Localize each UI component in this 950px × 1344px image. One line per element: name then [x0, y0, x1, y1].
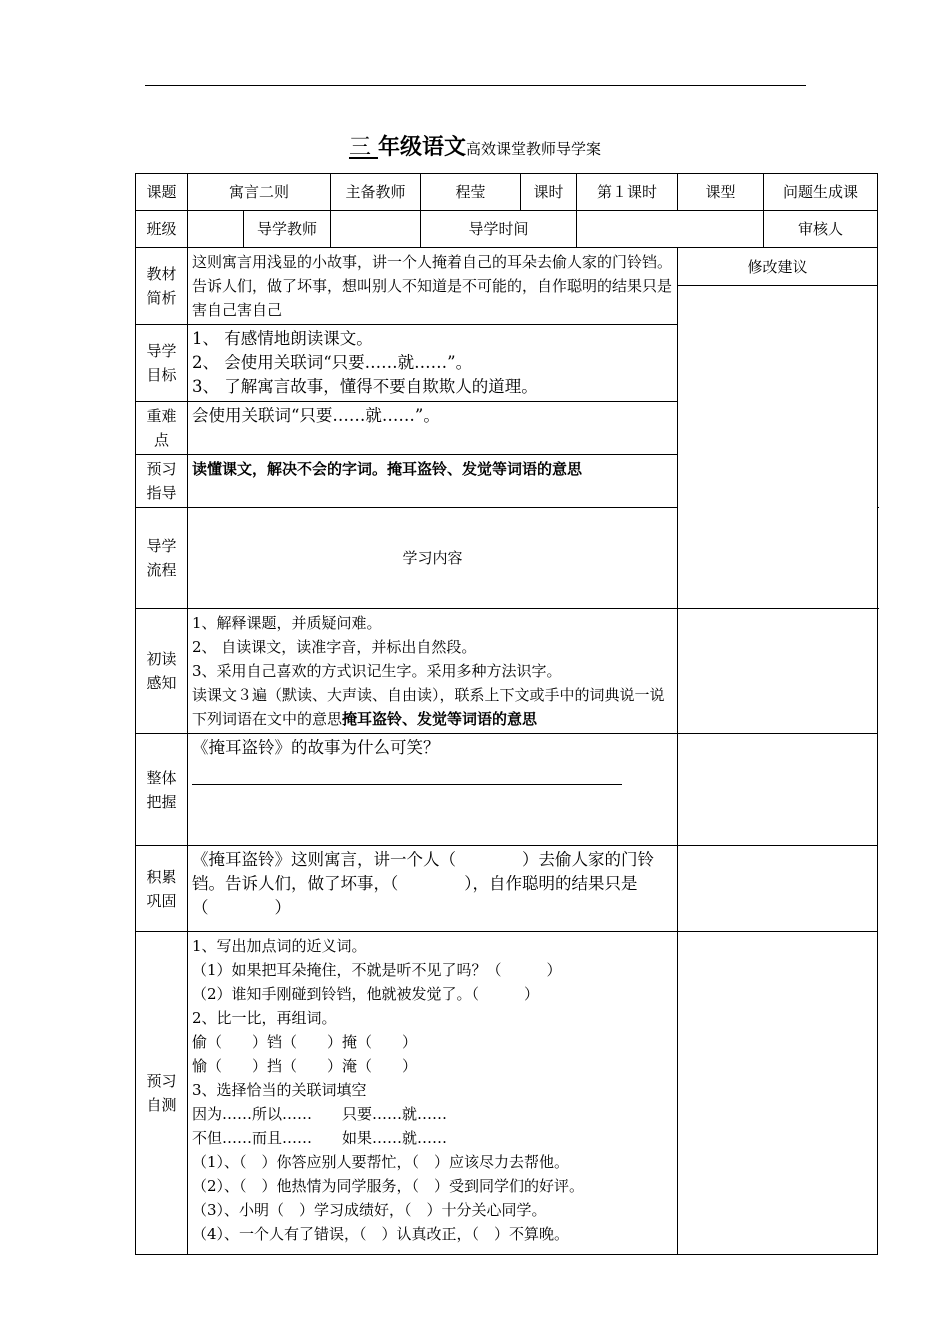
- goals-label: 导学目标: [136, 325, 188, 402]
- whole-content: [188, 734, 678, 846]
- guide-teacher-label: 导学教师: [244, 211, 331, 248]
- subject-label: 年级语文: [377, 134, 466, 160]
- self-test-line: 不但……而且…… 如果……就……: [192, 1129, 448, 1147]
- type-label: 课型: [678, 174, 764, 211]
- first-read-line: 1、解释课题，并质疑问难。: [192, 614, 382, 632]
- goal-item: 2、 会使用关联词“只要……就……”。: [192, 353, 473, 372]
- teacher-label: 主备教师: [331, 174, 421, 211]
- period-value: 第１课时: [577, 174, 678, 211]
- self-test-line: 愉（ ）挡（ ）淹（ ）: [192, 1057, 418, 1075]
- whole-label: 整体把握: [136, 734, 188, 846]
- topic-value: 寓言二则: [188, 174, 331, 211]
- page-title: [0, 130, 950, 161]
- flow-label: 导学流程: [136, 508, 188, 609]
- whole-row: [136, 734, 878, 846]
- meta-row-2: [136, 211, 878, 248]
- whole-process: [678, 734, 878, 846]
- goals-list: [188, 325, 678, 402]
- class-label: 班级: [136, 211, 188, 248]
- self-test-line: （1）如果把耳朵掩住，不就是听不见了吗？（ ）: [192, 961, 562, 979]
- period-label: 课时: [521, 174, 577, 211]
- material-text: 这则寓言用浅显的小故事，讲一个人掩着自己的耳朵去偷人家的门铃铛。告诉人们，做了坏事，想叫别人不知道是不可能的，自作聪明的结果只是害自己害自己: [188, 248, 678, 325]
- topic-label: 课题: [136, 174, 188, 211]
- first-read-last-bold: 掩耳盗铃、发觉等词语的意思: [342, 710, 538, 728]
- subtitle-label: 高效课堂教师导学案: [466, 140, 602, 158]
- first-read-content: [188, 609, 678, 734]
- first-read-label: 初读感知: [136, 609, 188, 734]
- guide-time-value: [577, 211, 764, 248]
- keypoints-label: 重难点: [136, 402, 188, 455]
- type-value: 问题生成课: [764, 174, 878, 211]
- preview-guide-label: 预习指导: [136, 455, 188, 508]
- self-test-line: 2、比一比，再组词。: [192, 1009, 337, 1027]
- self-test-line: 1、写出加点词的近义词。: [192, 937, 367, 955]
- header-rule: [145, 85, 806, 86]
- self-test-process: [678, 932, 878, 1255]
- self-test-line: （2）、（ ）他热情为同学服务，（ ）受到同学们的好评。: [192, 1177, 585, 1195]
- goal-item: 1、 有感情地朗读课文。: [192, 329, 373, 348]
- self-test-content: [188, 932, 678, 1255]
- meta-row-1: [136, 174, 878, 211]
- goal-item: 3、 了解寓言故事，懂得不要自欺欺人的道理。: [192, 377, 538, 396]
- whole-question: 《掩耳盗铃》的故事为什么可笑？: [192, 738, 440, 757]
- revision-label: 修改建议: [678, 248, 878, 286]
- reviewer-label: 审核人: [764, 211, 878, 248]
- first-read-line: 2、 自读课文，读准字音，并标出自然段。: [192, 638, 477, 656]
- material-row: [136, 248, 878, 286]
- grade-label: 三: [348, 135, 378, 160]
- revision-content: [678, 286, 878, 609]
- flow-content-label: 学习内容: [188, 508, 678, 609]
- guide-teacher-value: [331, 211, 421, 248]
- first-read-process: [678, 609, 878, 734]
- answer-line: [192, 784, 622, 785]
- lesson-plan-table: [135, 173, 878, 1255]
- teacher-value: 程莹: [421, 174, 521, 211]
- keypoints-text: 会使用关联词“只要……就……”。: [188, 402, 678, 455]
- self-test-line: 因为……所以…… 只要……就……: [192, 1105, 448, 1123]
- consolidate-process: [678, 846, 878, 932]
- guide-time-label: 导学时间: [421, 211, 577, 248]
- first-read-line: 3、采用自己喜欢的方式识记生字。采用多种方法识字。: [192, 662, 562, 680]
- first-read-row: [136, 609, 878, 734]
- consolidate-text: 《掩耳盗铃》这则寓言，讲一个人（ ）去偷人家的门铃铛。告诉人们，做了坏事，（ ），自作聪明的结果只是（ ）: [188, 846, 678, 932]
- self-test-line: （4）、一个人有了错误，（ ）认真改正，（ ）不算晚。: [192, 1225, 570, 1243]
- consolidate-label: 积累巩固: [136, 846, 188, 932]
- self-test-line: （2）谁知手刚碰到铃铛，他就被发觉了。（ ）: [192, 985, 540, 1003]
- self-test-row: [136, 932, 878, 1255]
- material-label: 教材简析: [136, 248, 188, 325]
- self-test-line: （1）、（ ）你答应别人要帮忙，（ ）应该尽力去帮他。: [192, 1153, 570, 1171]
- self-test-line: 偷（ ）铛（ ）掩（ ）: [192, 1033, 418, 1051]
- consolidate-row: [136, 846, 878, 932]
- self-test-line: 3、选择恰当的关联词填空: [192, 1081, 367, 1099]
- first-read-line: [192, 683, 673, 731]
- first-read-last: 读课文３遍（默读、大声读、自由读），联系上下文或手中的词典说一说下列词语在文中的意思: [192, 686, 665, 728]
- class-value: [188, 211, 244, 248]
- self-test-label: 预习自测: [136, 932, 188, 1255]
- preview-guide-text: 读懂课文，解决不会的字词。掩耳盗铃、发觉等词语的意思: [188, 455, 678, 508]
- self-test-line: （3）、小明（ ）学习成绩好，（ ）十分关心同学。: [192, 1201, 547, 1219]
